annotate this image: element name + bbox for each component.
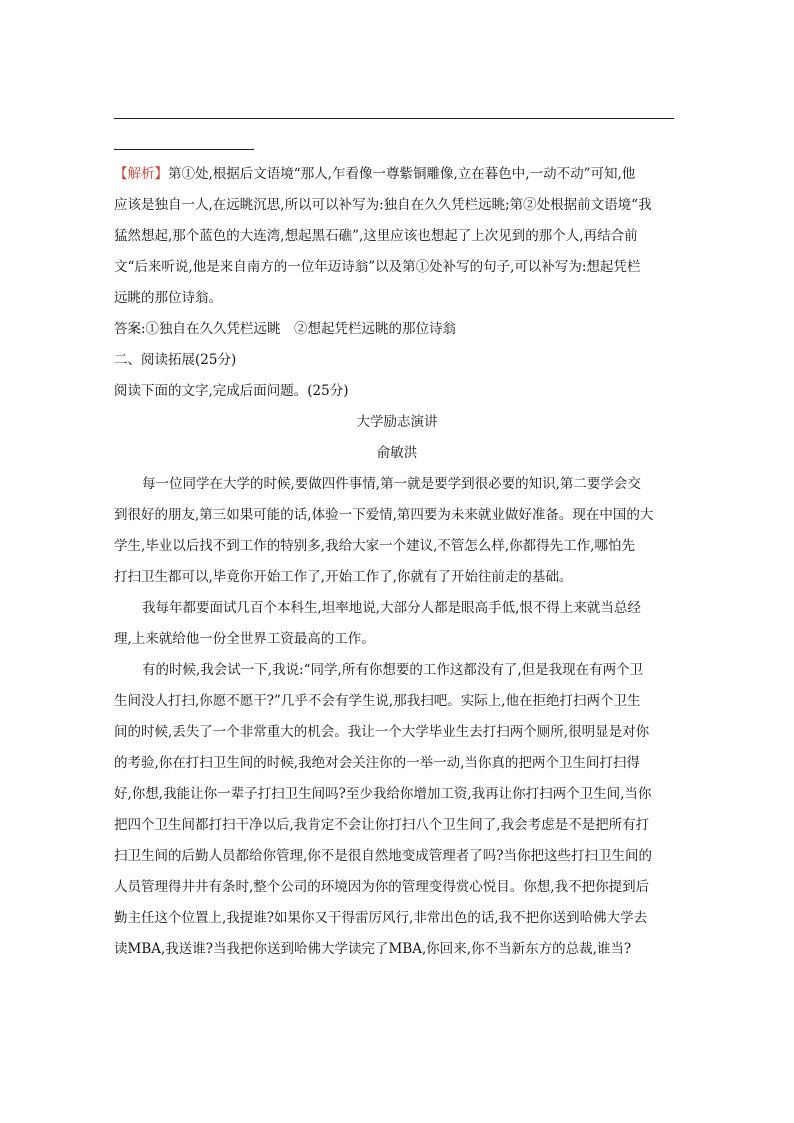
answer-text: 答案:①独自在久久凭栏远眺 ②想起凭栏远眺的那位诗翁 [114, 321, 457, 337]
analysis-text: 第①处,根据后文语境“那人,乍看像一尊紫铜雕像,立在暮色中,一动不动”可知,他 [168, 166, 636, 182]
answer-line-long [114, 118, 674, 119]
analysis-line: 文“后来听说,他是来自南方的一位年迈诗翁”以及第①处补写的句子,可以补写为:想起凭栏 [114, 259, 641, 275]
essay-line: 我每年都要面试几百个本科生,坦率地说,大部分人都是眼高手低,恨不得上来就当总经 [142, 600, 641, 616]
analysis-line [114, 159, 680, 190]
analysis-line: 远眺的那位诗翁。 [114, 290, 222, 306]
analysis-tag: 【解析】 [114, 166, 168, 182]
essay-line: 扫卫生间的后勤人员都给你管理,你不是很自然地变成管理者了吗?当你把这些打扫卫生间的 [114, 848, 653, 864]
essay-line: 学生,毕业以后找不到工作的特别多,我给大家一个建议,不管怎么样,你都得先工作,哪怕先 [114, 538, 635, 554]
essay-line: 有的时候,我会试一下,我说:“同学,所有你想要的工作这都没有了,但是我现在有两个卫 [142, 662, 644, 678]
analysis-section [114, 159, 680, 314]
analysis-line: 猛然想起,那个蓝色的大连湾,想起黑石礁”,这里应该也想起了上次见到的那个人,再结合前 [114, 228, 638, 244]
essay-line: 打扫卫生都可以,毕竟你开始工作了,开始工作了,你就有了开始往前走的基础。 [114, 569, 573, 585]
essay [114, 407, 680, 965]
essay-author: 俞敏洪 [376, 445, 418, 461]
essay-line: 把四个卫生间都打扫干净以后,我肯定不会让你打扫八个卫生间了,我会考虑是不是把所有打 [114, 817, 650, 833]
answer-section [114, 314, 680, 407]
essay-line: 到很好的朋友,第三如果可能的话,体验一下爱情,第四要为未来就业做好准备。现在中国的大 [114, 507, 654, 523]
essay-line: 间的时候,丢失了一个非常重大的机会。我让一个大学毕业生去打扫两个厕所,很明显是对你 [114, 724, 650, 740]
essay-line: 勤主任这个位置上,我提谁?如果你又干得雷厉风行,非常出色的话,我不把你送到哈佛大学去 [114, 910, 648, 926]
essay-line: 理,上来就给他一份全世界工资最高的工作。 [114, 631, 375, 647]
answer-line-short [114, 149, 254, 150]
essay-line: 的考验,你在打扫卫生间的时候,我绝对会关注你的一举一动,当你真的把两个卫生间打扫得 [114, 755, 640, 771]
essay-line: 生间没人打扫,你愿不愿干?”几乎不会有学生说,那我扫吧。实际上,他在拒绝打扫两个卫生 [114, 693, 641, 709]
essay-line: 读MBA,我送谁?当我把你送到哈佛大学读完了MBA,你回来,你不当新东方的总裁,谁当? [114, 941, 632, 957]
essay-line: 人员管理得井井有条时,整个公司的环境因为你的管理变得赏心悦目。你想,我不把你提到后 [114, 879, 650, 895]
essay-line: 好,你想,我能让你一辈子打扫卫生间吗?至少我给你增加工资,我再让你打扫两个卫生间,当你 [114, 786, 652, 802]
essay-line: 每一位同学在大学的时候,要做四件事情,第一就是要学到很必要的知识,第二要学会交 [142, 476, 641, 492]
section-instruction: 阅读下面的文字,完成后面问题。(25分) [114, 383, 349, 399]
essay-title: 大学励志演讲 [356, 414, 438, 430]
section-heading: 二、阅读拓展(25分) [114, 352, 237, 368]
analysis-line: 应该是独自一人,在远眺沉思,所以可以补写为:独自在久久凭栏远眺;第②处根据前文语境“我 [114, 197, 652, 213]
